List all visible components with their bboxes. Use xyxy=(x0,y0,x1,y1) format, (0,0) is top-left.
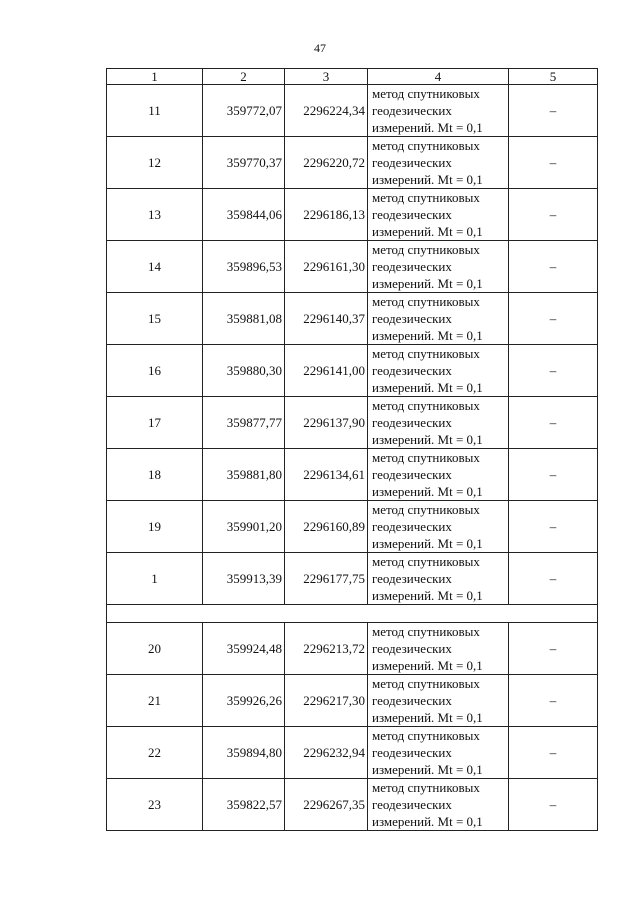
table-row xyxy=(107,727,598,779)
point-number-cell: 14 xyxy=(107,241,203,293)
x-coordinate-cell: 359894,80 xyxy=(203,727,285,779)
x-coordinate-cell: 359924,48 xyxy=(203,623,285,675)
method-text: метод спутниковых геодезических измерений. Mt = 0,1 xyxy=(372,138,483,187)
method-cell xyxy=(368,727,509,779)
x-coordinate-cell: 359926,26 xyxy=(203,675,285,727)
x-coordinate-cell: 359770,37 xyxy=(203,137,285,189)
y-coordinate-cell: 2296220,72 xyxy=(285,137,368,189)
point-number-cell: 16 xyxy=(107,345,203,397)
y-coordinate-cell: 2296213,72 xyxy=(285,623,368,675)
y-coordinate-cell: 2296217,30 xyxy=(285,675,368,727)
x-coordinate-cell: 359844,06 xyxy=(203,189,285,241)
table-body xyxy=(107,69,598,831)
method-cell xyxy=(368,553,509,605)
method-cell xyxy=(368,345,509,397)
note-cell: – xyxy=(509,449,598,501)
x-coordinate-cell: 359877,77 xyxy=(203,397,285,449)
table-separator-row xyxy=(107,605,598,623)
note-cell: – xyxy=(509,345,598,397)
y-coordinate-cell: 2296232,94 xyxy=(285,727,368,779)
table-row xyxy=(107,449,598,501)
note-cell: – xyxy=(509,501,598,553)
table-row xyxy=(107,501,598,553)
table-row xyxy=(107,345,598,397)
x-coordinate-cell: 359881,08 xyxy=(203,293,285,345)
y-coordinate-cell: 2296140,37 xyxy=(285,293,368,345)
table-row xyxy=(107,137,598,189)
point-number-cell: 19 xyxy=(107,501,203,553)
note-cell: – xyxy=(509,675,598,727)
note-cell: – xyxy=(509,189,598,241)
note-cell: – xyxy=(509,293,598,345)
method-cell xyxy=(368,675,509,727)
table-row xyxy=(107,675,598,727)
x-coordinate-cell: 359896,53 xyxy=(203,241,285,293)
method-text: метод спутниковых геодезических измерений. Mt = 0,1 xyxy=(372,676,483,725)
method-cell xyxy=(368,779,509,831)
table-row xyxy=(107,241,598,293)
y-coordinate-cell: 2296141,00 xyxy=(285,345,368,397)
column-header-2: 2 xyxy=(203,69,285,85)
note-cell: – xyxy=(509,397,598,449)
method-text: метод спутниковых геодезических измерений. Mt = 0,1 xyxy=(372,624,483,673)
note-cell: – xyxy=(509,727,598,779)
table-row xyxy=(107,189,598,241)
y-coordinate-cell: 2296137,90 xyxy=(285,397,368,449)
method-cell xyxy=(368,241,509,293)
y-coordinate-cell: 2296224,34 xyxy=(285,85,368,137)
method-text: метод спутниковых геодезических измерений. Mt = 0,1 xyxy=(372,190,483,239)
table-header-row xyxy=(107,69,598,85)
point-number-cell: 1 xyxy=(107,553,203,605)
y-coordinate-cell: 2296160,89 xyxy=(285,501,368,553)
note-cell: – xyxy=(509,553,598,605)
x-coordinate-cell: 359901,20 xyxy=(203,501,285,553)
method-text: метод спутниковых геодезических измерений. Mt = 0,1 xyxy=(372,242,483,291)
column-header-4: 4 xyxy=(368,69,509,85)
method-text: метод спутниковых геодезических измерений. Mt = 0,1 xyxy=(372,502,483,551)
point-number-cell: 12 xyxy=(107,137,203,189)
note-cell: – xyxy=(509,85,598,137)
note-cell: – xyxy=(509,623,598,675)
method-text: метод спутниковых геодезических измерений. Mt = 0,1 xyxy=(372,728,483,777)
x-coordinate-cell: 359913,39 xyxy=(203,553,285,605)
point-number-cell: 17 xyxy=(107,397,203,449)
point-number-cell: 11 xyxy=(107,85,203,137)
method-cell xyxy=(368,449,509,501)
y-coordinate-cell: 2296267,35 xyxy=(285,779,368,831)
table-row xyxy=(107,779,598,831)
note-cell: – xyxy=(509,137,598,189)
method-text: метод спутниковых геодезических измерений. Mt = 0,1 xyxy=(372,346,483,395)
table-row xyxy=(107,85,598,137)
method-cell xyxy=(368,501,509,553)
point-number-cell: 15 xyxy=(107,293,203,345)
coordinates-table xyxy=(106,68,598,831)
y-coordinate-cell: 2296186,13 xyxy=(285,189,368,241)
point-number-cell: 18 xyxy=(107,449,203,501)
table-row xyxy=(107,293,598,345)
method-cell xyxy=(368,293,509,345)
note-cell: – xyxy=(509,241,598,293)
method-text: метод спутниковых геодезических измерений. Mt = 0,1 xyxy=(372,780,483,829)
point-number-cell: 20 xyxy=(107,623,203,675)
point-number-cell: 13 xyxy=(107,189,203,241)
page-number: 47 xyxy=(314,41,326,55)
method-text: метод спутниковых геодезических измерений. Mt = 0,1 xyxy=(372,398,483,447)
method-cell xyxy=(368,137,509,189)
table-row xyxy=(107,623,598,675)
x-coordinate-cell: 359881,80 xyxy=(203,449,285,501)
point-number-cell: 23 xyxy=(107,779,203,831)
column-header-5: 5 xyxy=(509,69,598,85)
method-cell xyxy=(368,85,509,137)
point-number-cell: 21 xyxy=(107,675,203,727)
column-header-3: 3 xyxy=(285,69,368,85)
table-row xyxy=(107,397,598,449)
point-number-cell: 22 xyxy=(107,727,203,779)
y-coordinate-cell: 2296177,75 xyxy=(285,553,368,605)
separator-cell xyxy=(107,605,598,623)
method-text: метод спутниковых геодезических измерений. Mt = 0,1 xyxy=(372,554,483,603)
method-cell xyxy=(368,623,509,675)
method-text: метод спутниковых геодезических измерений. Mt = 0,1 xyxy=(372,294,483,343)
method-text: метод спутниковых геодезических измерений. Mt = 0,1 xyxy=(372,86,483,135)
x-coordinate-cell: 359880,30 xyxy=(203,345,285,397)
table-row xyxy=(107,553,598,605)
x-coordinate-cell: 359772,07 xyxy=(203,85,285,137)
method-cell xyxy=(368,397,509,449)
x-coordinate-cell: 359822,57 xyxy=(203,779,285,831)
column-header-1: 1 xyxy=(107,69,203,85)
note-cell: – xyxy=(509,779,598,831)
y-coordinate-cell: 2296161,30 xyxy=(285,241,368,293)
method-cell xyxy=(368,189,509,241)
y-coordinate-cell: 2296134,61 xyxy=(285,449,368,501)
method-text: метод спутниковых геодезических измерений. Mt = 0,1 xyxy=(372,450,483,499)
